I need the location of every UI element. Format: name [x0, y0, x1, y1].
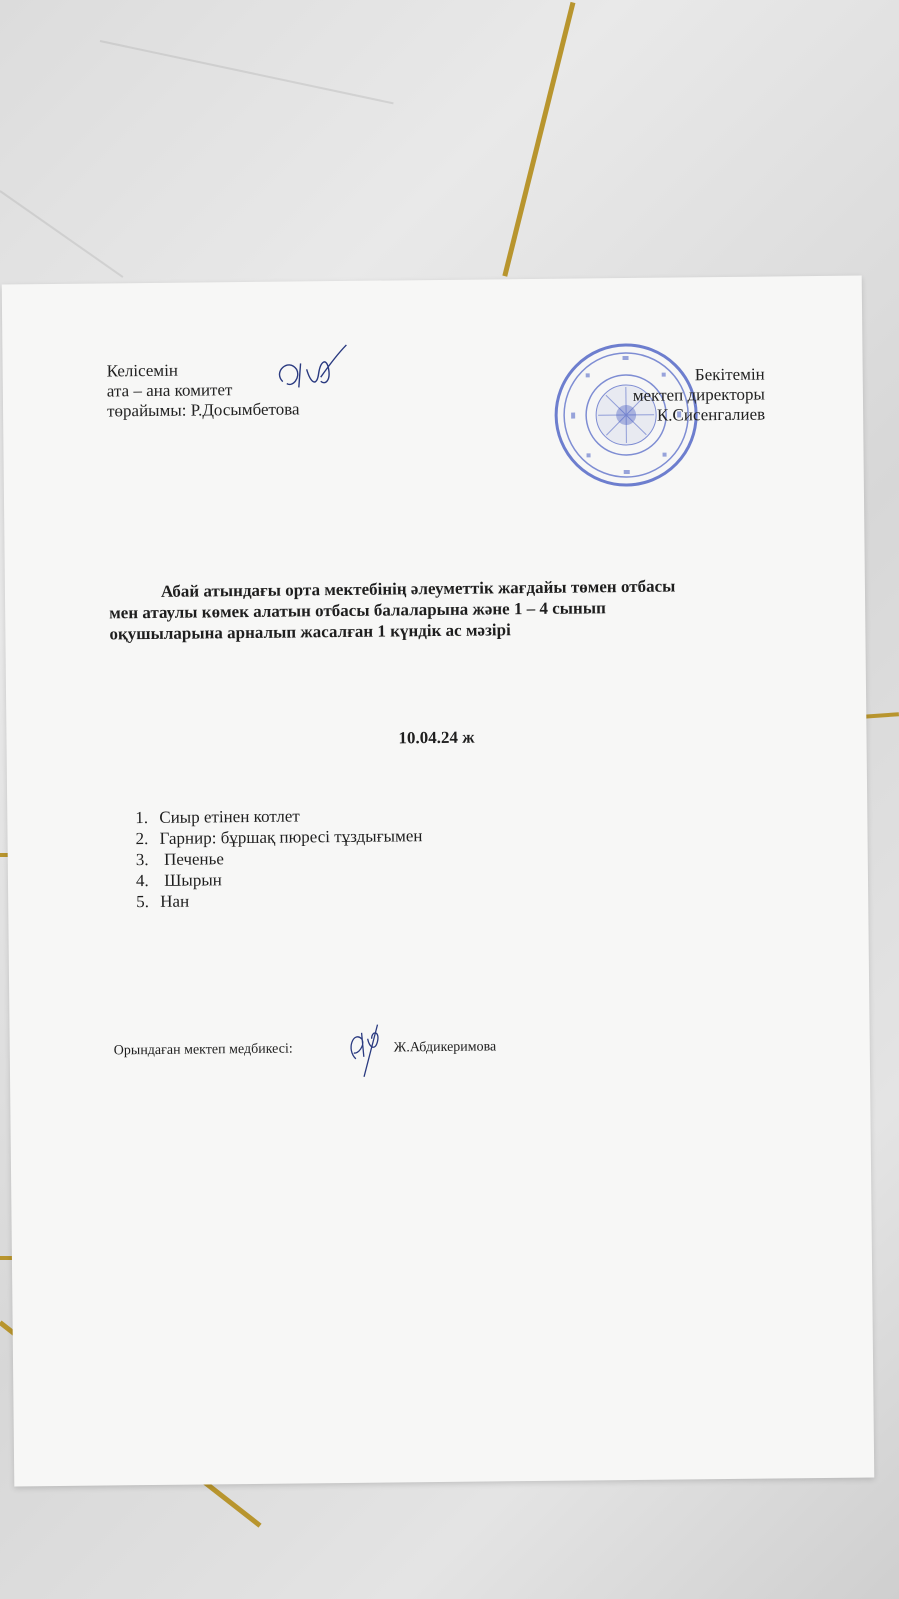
list-item-text: Сиыр етінен котлет	[159, 806, 300, 827]
list-item-text: Шырын	[159, 870, 222, 890]
signature-icon	[270, 343, 351, 404]
approval-left-line3: төрайымы: Р.Досымбетова	[106, 399, 300, 421]
performer-name: Ж.Абдикеримова	[393, 1039, 497, 1056]
document-date: 10.04.24 ж	[398, 727, 475, 748]
approval-left-line1: Келісемін	[106, 360, 179, 381]
approval-right-line1: Бекітемін	[694, 364, 765, 385]
list-item-text: Нан	[160, 891, 190, 911]
list-item	[136, 888, 423, 912]
list-item	[136, 867, 423, 891]
approval-left-line2: ата – ана комитет	[106, 380, 233, 401]
list-item-number: 5.	[136, 892, 150, 912]
title-line3: оқушыларына арналып жасалған 1 күндік ас мәзірі	[109, 620, 511, 644]
list-item-text: Гарнир: бұршақ пюресі тұздығымен	[159, 826, 423, 848]
approval-right-line3: К.Сисенгалиев	[656, 404, 766, 425]
list-item-number: 1.	[135, 808, 149, 828]
signature-icon	[341, 1018, 392, 1079]
approval-block-right	[632, 365, 765, 426]
list-item-number: 4.	[135, 871, 149, 891]
document-title	[109, 575, 770, 645]
gold-divider-line	[502, 2, 575, 277]
title-line2: мен атаулы көмек алатын отбасы балаларына және 1 – 4 сынып	[109, 598, 606, 623]
menu-list	[135, 804, 423, 912]
approval-right-line2: мектеп директоры	[632, 384, 766, 405]
list-item-number: 2.	[135, 829, 149, 849]
marble-vein	[100, 40, 394, 104]
list-item	[135, 825, 422, 849]
list-item-text: Печенье	[159, 849, 224, 869]
list-item	[136, 846, 423, 870]
list-item	[135, 804, 422, 828]
marble-vein	[0, 190, 123, 278]
list-item-number: 3.	[135, 850, 149, 870]
performer-label: Орындаған мектеп медбикесі:	[113, 1041, 293, 1059]
document-sheet	[2, 276, 875, 1487]
title-line1: Абай атындағы орта мектебінің әлеуметтік жағдайы төмен отбасы	[160, 576, 676, 601]
